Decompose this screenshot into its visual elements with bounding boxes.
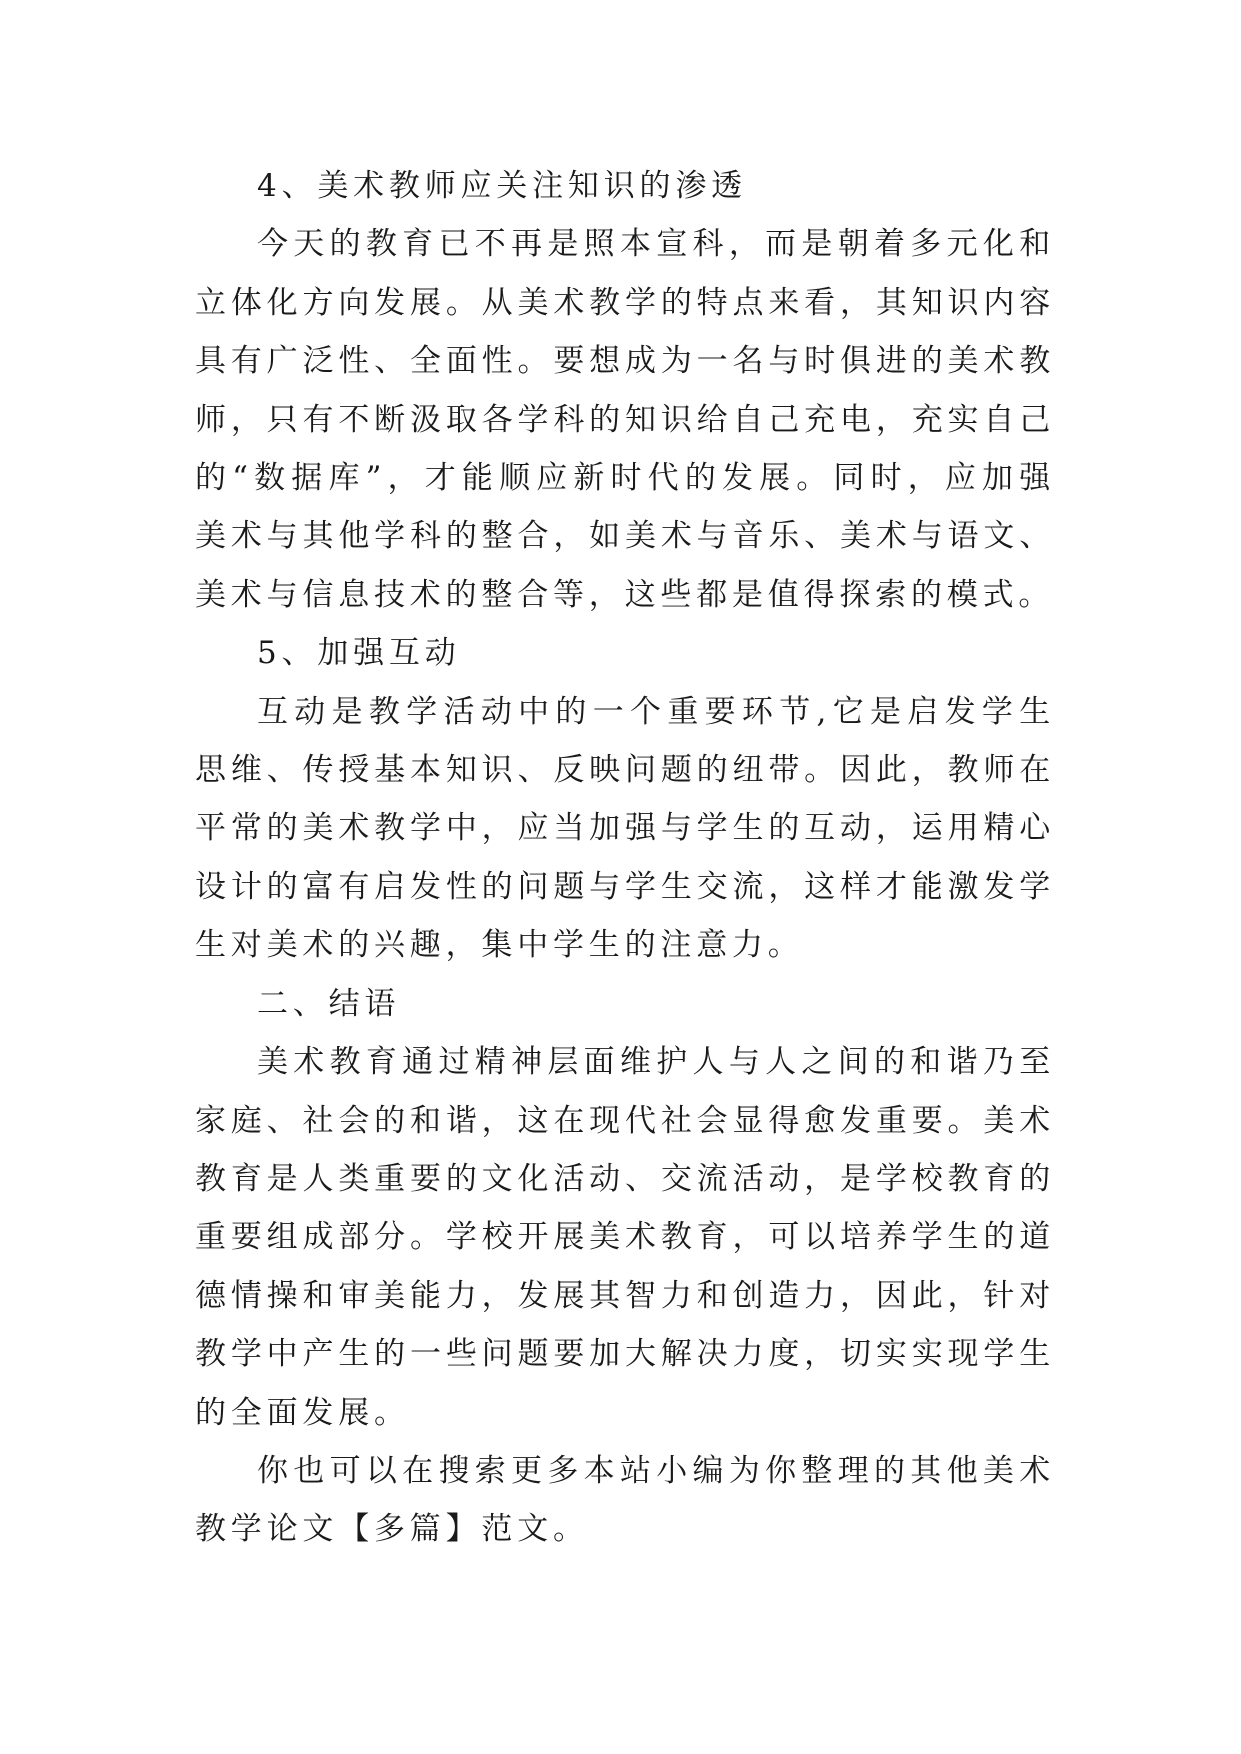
section-heading-interaction: 5、加强互动 [257, 635, 461, 672]
paragraph-knowledge: 今天的教育已不再是照本宣科，而是朝着多元化和立体化方向发展。从美术教学的特点来看，其知识内容具有广泛性、全面性。要想成为一名与时俱进的美术教师，只有不断汲取各学科的知识给自己充电，充实自己的“数据库”，才能顺应新时代的发展。同时，应加强美术与其他学科的整合，如美术与音乐、美术与语文、美术与信息技术的整合等，这些都是值得探索的模式。 [195, 226, 1055, 613]
document-body [195, 157, 1055, 1559]
paragraph-interaction: 互动是教学活动中的一个重要环节,它是启发学生思维、传授基本知识、反映问题的纽带。因此，教师在平常的美术教学中，应当加强与学生的互动，运用精心设计的富有启发性的问题与学生交流，这样才能激发学生对美术的兴趣，集中学生的注意力。 [195, 693, 1055, 964]
paragraph-closing-note: 你也可以在搜索更多本站小编为你整理的其他美术教学论文【多篇】范文。 [195, 1452, 1055, 1548]
section-heading-knowledge: 4、美术教师应关注知识的渗透 [257, 168, 747, 204]
section-heading-conclusion: 二、结语 [257, 985, 401, 1022]
paragraph-conclusion: 美术教育通过精神层面维护人与人之间的和谐乃至家庭、社会的和谐，这在现代社会显得愈发重要。美术教育是人类重要的文化活动、交流活动，是学校教育的重要组成部分。学校开展美术教育，可以培养学生的道德情操和审美能力，发展其智力和创造力，因此，针对教学中产生的一些问题要加大解决力度，切实实现学生的全面发展。 [195, 1044, 1055, 1431]
